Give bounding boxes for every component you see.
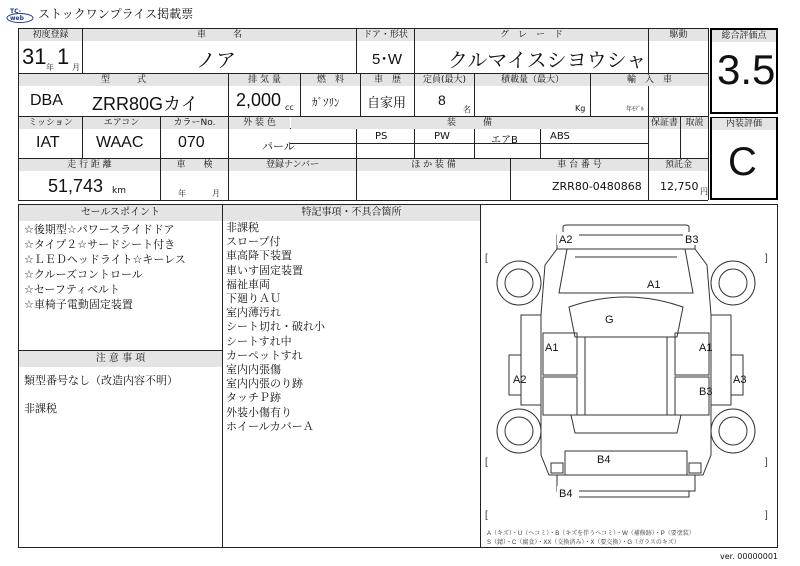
car-name-value: ノア [196,50,236,72]
list-item: ホイールカバーＡ [226,419,314,433]
list-item: 室内内張傷 [226,363,281,377]
list-item: シート切れ・破れ小 [226,320,325,334]
interior-score-value: C [728,140,757,184]
insp-month-unit: 月 [212,189,220,198]
reg-year: 31 [22,44,47,69]
special-notes-list [226,221,325,434]
equipment-2: PW [434,131,450,142]
bracket: [ [485,510,488,521]
bracket: ] [765,510,768,521]
bracket: [ [485,457,488,468]
mark-left-side: A2 [513,374,527,386]
insp-year-unit: 年 [178,189,186,198]
mark-rear-bumper: B4 [559,488,573,500]
model-value: ZRR80Gカイ [92,94,199,114]
label-interior-score: 内装評価 [712,118,776,130]
label-load: 積載量（最大） [475,74,590,86]
mileage-value: 51,743 [48,176,104,196]
mark-front-left: A2 [559,234,573,246]
reg-month: 1 [57,44,70,69]
mark-left-front-door: A1 [545,342,559,354]
price-unit: 円 [700,187,708,196]
import-note: 年ﾓﾃﾞﾙ [626,106,645,113]
displacement-unit: cc [285,103,294,112]
list-item: ☆タイプ２☆サードシート付き [24,238,176,251]
list-item: 外装小傷有り [226,405,292,419]
car-damage-diagram [481,205,777,547]
list-item: ☆車椅子電動固定装置 [24,298,133,311]
label-warranty: 保証書 [650,118,678,128]
mark-hood: A1 [647,279,661,291]
label-reg-number: 登録ナンバー [229,159,356,171]
equipment-3: エアB [491,135,518,146]
label-overall-score: 総合評価点 [712,30,776,42]
grade-value: クルマイスシヨウシャ [448,50,647,72]
list-item: ☆クルーズコントロール [24,268,143,281]
legend-line-1: A（キズ）・U（ヘコミ）・B（キズを伴うヘコミ）・W（補修跡）・P（要塗装） [487,531,695,537]
label-capacity: 定員(最大) [415,74,474,86]
label-mileage: 走 行 距 離 [19,159,160,171]
mission-value: IAT [36,134,60,151]
mark-right-side-b: B3 [699,386,713,398]
reg-year-unit: 年 [46,63,54,72]
label-sales-points: セールスポイント [19,205,222,221]
label-grade: グ レ ー ド [415,29,648,41]
list-item: 車高降下装置 [226,249,292,263]
label-price: 預託金 [649,159,708,171]
cautions-list [24,374,178,416]
sales-points-list [24,222,186,312]
list-item: スロープ付 [226,235,281,249]
exterior-color-value: パール [262,140,295,153]
label-door-type: ドア・形状 [357,29,414,41]
logo-text: TC-web [10,8,24,22]
mileage-unit: km [112,186,126,196]
price-value: 12,750 [660,180,699,193]
displacement-value: 2,000 [236,90,282,110]
mark-roof: G [605,314,614,326]
equipment-1: PS [375,131,388,142]
label-car-name: 車 名 [83,29,356,41]
label-exterior-color: 外 装 色 [229,117,290,129]
list-item: 室内内張のり跡 [226,377,303,391]
label-first-reg: 初度登録 [19,29,82,41]
list-item: カーペットすれ [226,348,303,362]
list-item: ☆後期型☆パワースライドドア [24,223,175,236]
list-item: 福祉車両 [226,277,270,291]
color-no-value: 070 [178,134,205,151]
version-label: ver. 00000001 [719,552,778,561]
label-cautions: 注 意 事 項 [19,351,222,367]
label-manual: 取説 [681,117,708,129]
list-item: ☆ＬＥＤヘッドライト☆キーレス [24,253,186,266]
list-item: 非課税 [226,221,259,234]
logo [6,8,34,22]
mark-right-front-door: A1 [699,342,713,354]
mark-rear-gate: B4 [597,454,611,466]
bracket: ] [765,457,768,468]
capacity-unit: 名 [463,105,471,114]
label-equipment: 装 備 [291,117,648,129]
label-color-no: カラーNo. [161,117,228,129]
label-import: 輸 入 車 [591,74,708,86]
label-fuel: 燃 料 [301,74,360,86]
capacity-value: 8 [438,92,446,108]
label-drive: 駆動 [649,29,708,41]
equipment-4: ABS [550,131,570,142]
label-displacement: 排 気 量 [229,74,300,86]
list-item: 車いす固定装置 [226,263,303,277]
list-item: ☆セーフティベルト [24,283,120,296]
label-aircon: エアコン [83,117,160,129]
list-item: 下廻りＡＵ [226,292,281,306]
load-unit: Kg [575,104,586,113]
label-chassis-no: 車 台 番 号 [511,159,648,171]
list-item: シートすれ中 [226,334,292,348]
list-item: 非課税 [24,402,57,415]
chassis-no-value: ZRR80-0480868 [552,180,642,193]
label-special-notes: 特記事項・不具合箇所 [223,205,480,221]
mark-right-side-a: A3 [733,374,747,386]
bracket: [ [485,253,488,264]
page-title: ストックワンプライス掲載票 [38,7,194,21]
label-mission: ミッション [19,117,82,129]
label-model: 型 式 [19,74,228,86]
overall-score-value: 3.5 [717,46,776,93]
legend-line-2: S（錆）・C（腐食）・XX（交換済み）・X（要交換）・G（ガラスのキズ） [487,540,680,546]
door-type-value: 5･W [372,51,403,68]
list-item: タッチＰ跡 [226,391,281,405]
fuel-value: ｶﾞｿﾘﾝ [312,96,340,109]
mark-front-right: B3 [685,234,699,246]
history-value: 自家用 [367,96,407,111]
label-other-equipment: ほ か 装 備 [357,159,510,171]
reg-month-unit: 月 [72,63,80,72]
bracket: ] [765,253,768,264]
list-item: 室内薄汚れ [226,306,281,320]
label-inspection: 車 検 [161,159,228,171]
model-prefix: DBA [30,92,63,109]
list-item: 類型番号なし（改造内容不明） [24,374,178,387]
label-history: 車 歴 [361,74,414,86]
aircon-value: WAAC [96,134,144,151]
